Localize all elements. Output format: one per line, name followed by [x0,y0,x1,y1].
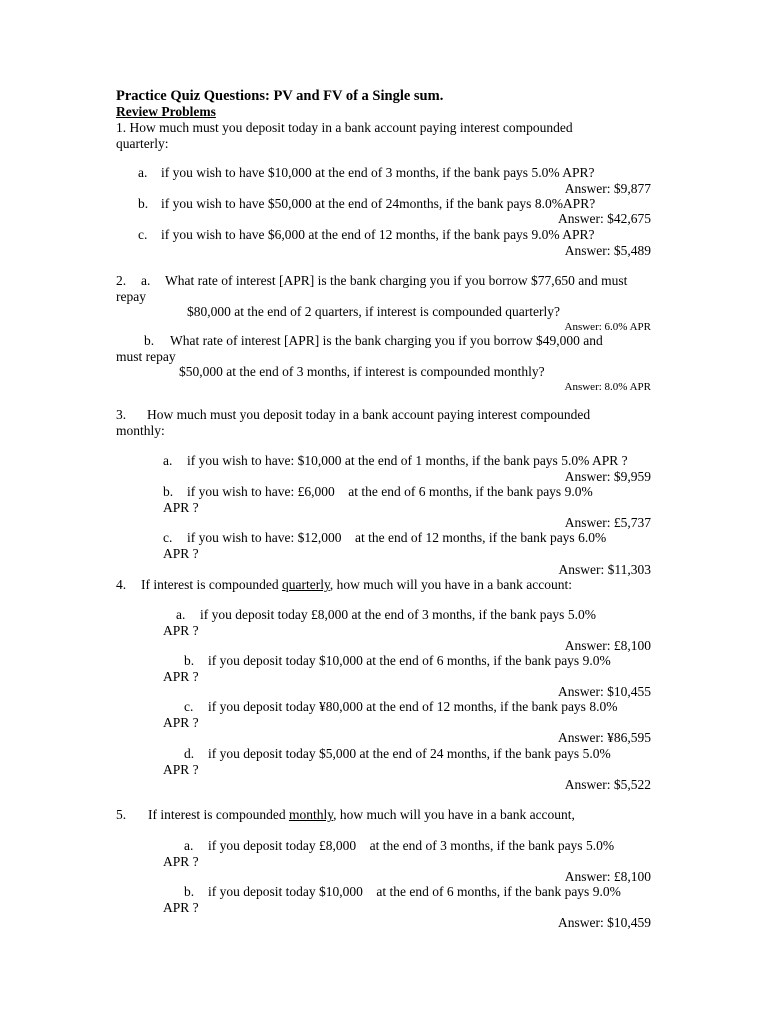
q4-text-underlined: quarterly [281,577,330,592]
q2b-text-line1: What rate of interest [APR] is the bank charging you if you borrow $49,000 and [170,333,603,348]
q3-text-line1 [116,407,590,423]
q5b-text-line2: APR ? [163,900,199,915]
q5-number: 5. [116,807,127,822]
q1c-answer: Answer: $5,489 [564,243,651,258]
q1a-text: if you wish to have $10,000 at the end of 3 months, if the bank pays 5.0% APR? [161,165,595,180]
section-heading: Review Problems [116,104,216,119]
q3b-text-line2: APR ? [163,500,199,515]
q2b-text-line2: must repay [116,349,176,364]
q1a-answer: Answer: $9,877 [564,181,651,196]
q1c-text: if you wish to have $6,000 at the end of 12 months, if the bank pays 9.0% APR? [161,227,595,242]
q4c-label: c. [184,699,194,714]
q5-text-pre: If interest is compounded [148,807,289,822]
q1c-label: c. [138,227,148,242]
q4a-answer: Answer: £8,100 [564,638,651,653]
q1b-text: if you wish to have $50,000 at the end of 24months, if the bank pays 8.0%APR? [161,196,596,211]
q4d-text-line2: APR ? [163,762,199,777]
q3c-answer: Answer: $11,303 [558,562,651,577]
q3a-answer: Answer: $9,959 [564,469,651,484]
q2-number: 2. [116,273,127,288]
q5a-answer: Answer: £8,100 [564,869,651,884]
q4-text-post: , how much will you have in a bank account: [329,577,573,592]
q3-text: How much must you deposit today in a bank account paying interest compounded [147,407,591,422]
q4-text-pre: If interest is compounded [141,577,282,592]
q4d-label: d. [184,746,195,761]
q5a-item [184,838,614,854]
q5b-answer: Answer: $10,459 [558,915,651,930]
q2a-text-line1: What rate of interest [APR] is the bank charging you if you borrow $77,650 and must [165,273,628,288]
q4b-item [184,653,611,669]
q2a-text-line2: repay [116,289,146,304]
q2b-label: b. [144,333,155,348]
q5a-text-line1: if you deposit today £8,000 at the end of 3 months, if the bank pays 5.0% [208,838,615,853]
q2a-text-line3: $80,000 at the end of 2 quarters, if interest is compounded quarterly? [187,304,561,319]
q3-number: 3. [116,407,127,422]
q4c-text-line2: APR ? [163,715,199,730]
q2b-text-line3: $50,000 at the end of 3 months, if interest is compounded monthly? [179,364,545,379]
q4a-text-line2: APR ? [163,623,199,638]
q4-number: 4. [116,577,127,592]
q5b-text-line1: if you deposit today $10,000 at the end of 6 months, if the bank pays 9.0% [208,884,621,899]
q3b-item [163,484,593,500]
q4c-text-line1: if you deposit today ¥80,000 at the end of 12 months, if the bank pays 8.0% [208,699,618,714]
q1a-item [138,165,594,181]
q1-text-line2: quarterly: [116,136,169,151]
q2b-item [144,333,603,349]
q4a-item [176,607,596,623]
q4c-answer: Answer: ¥86,595 [558,730,651,745]
q1b-answer: Answer: $42,675 [558,211,651,226]
q3-text-line2: monthly: [116,423,165,438]
q5b-item [184,884,621,900]
q4b-answer: Answer: $10,455 [558,684,651,699]
q3c-text-line1: if you wish to have: $12,000 at the end of 12 months, if the bank pays 6.0% [187,530,607,545]
q2b-answer: Answer: 8.0% APR [564,381,651,393]
q4-text [116,577,572,593]
q4c-item [184,699,617,715]
q1-text-line1: 1. How much must you deposit today in a bank account paying interest compounded [116,120,573,135]
q3b-text-line1: if you wish to have: £6,000 at the end of 6 months, if the bank pays 9.0% [187,484,593,499]
q3a-item [163,453,628,469]
q3c-label: c. [163,530,173,545]
q5a-text-line2: APR ? [163,854,199,869]
q3a-label: a. [163,453,173,468]
q3b-label: b. [163,484,174,499]
q4a-text-line1: if you deposit today £8,000 at the end of 3 months, if the bank pays 5.0% [200,607,596,622]
q2a-answer: Answer: 6.0% APR [564,321,651,333]
q3c-text-line2: APR ? [163,546,199,561]
q2a-label: a. [141,273,151,288]
page-title: Practice Quiz Questions: PV and FV of a Single sum. [116,88,444,104]
q5-text [116,807,575,823]
q5b-label: b. [184,884,195,899]
q5a-label: a. [184,838,194,853]
q3c-item [163,530,606,546]
q4b-label: b. [184,653,195,668]
q2a-item [116,273,627,289]
q1c-item [138,227,594,243]
q5-text-underlined: monthly [288,807,334,822]
q4a-label: a. [176,607,186,622]
q5-text-post: , how much will you have in a bank account, [333,807,575,822]
q1a-label: a. [138,165,148,180]
q3b-answer: Answer: £5,737 [564,515,651,530]
q1b-item [138,196,595,212]
q4d-answer: Answer: $5,522 [564,777,651,792]
q4d-text-line1: if you deposit today $5,000 at the end of 24 months, if the bank pays 5.0% [208,746,611,761]
q1b-label: b. [138,196,149,211]
q4b-text-line1: if you deposit today $10,000 at the end of 6 months, if the bank pays 9.0% [208,653,611,668]
q4d-item [184,746,611,762]
q4b-text-line2: APR ? [163,669,199,684]
q3a-text: if you wish to have: $10,000 at the end of 1 months, if the bank pays 5.0% APR ? [187,453,628,468]
